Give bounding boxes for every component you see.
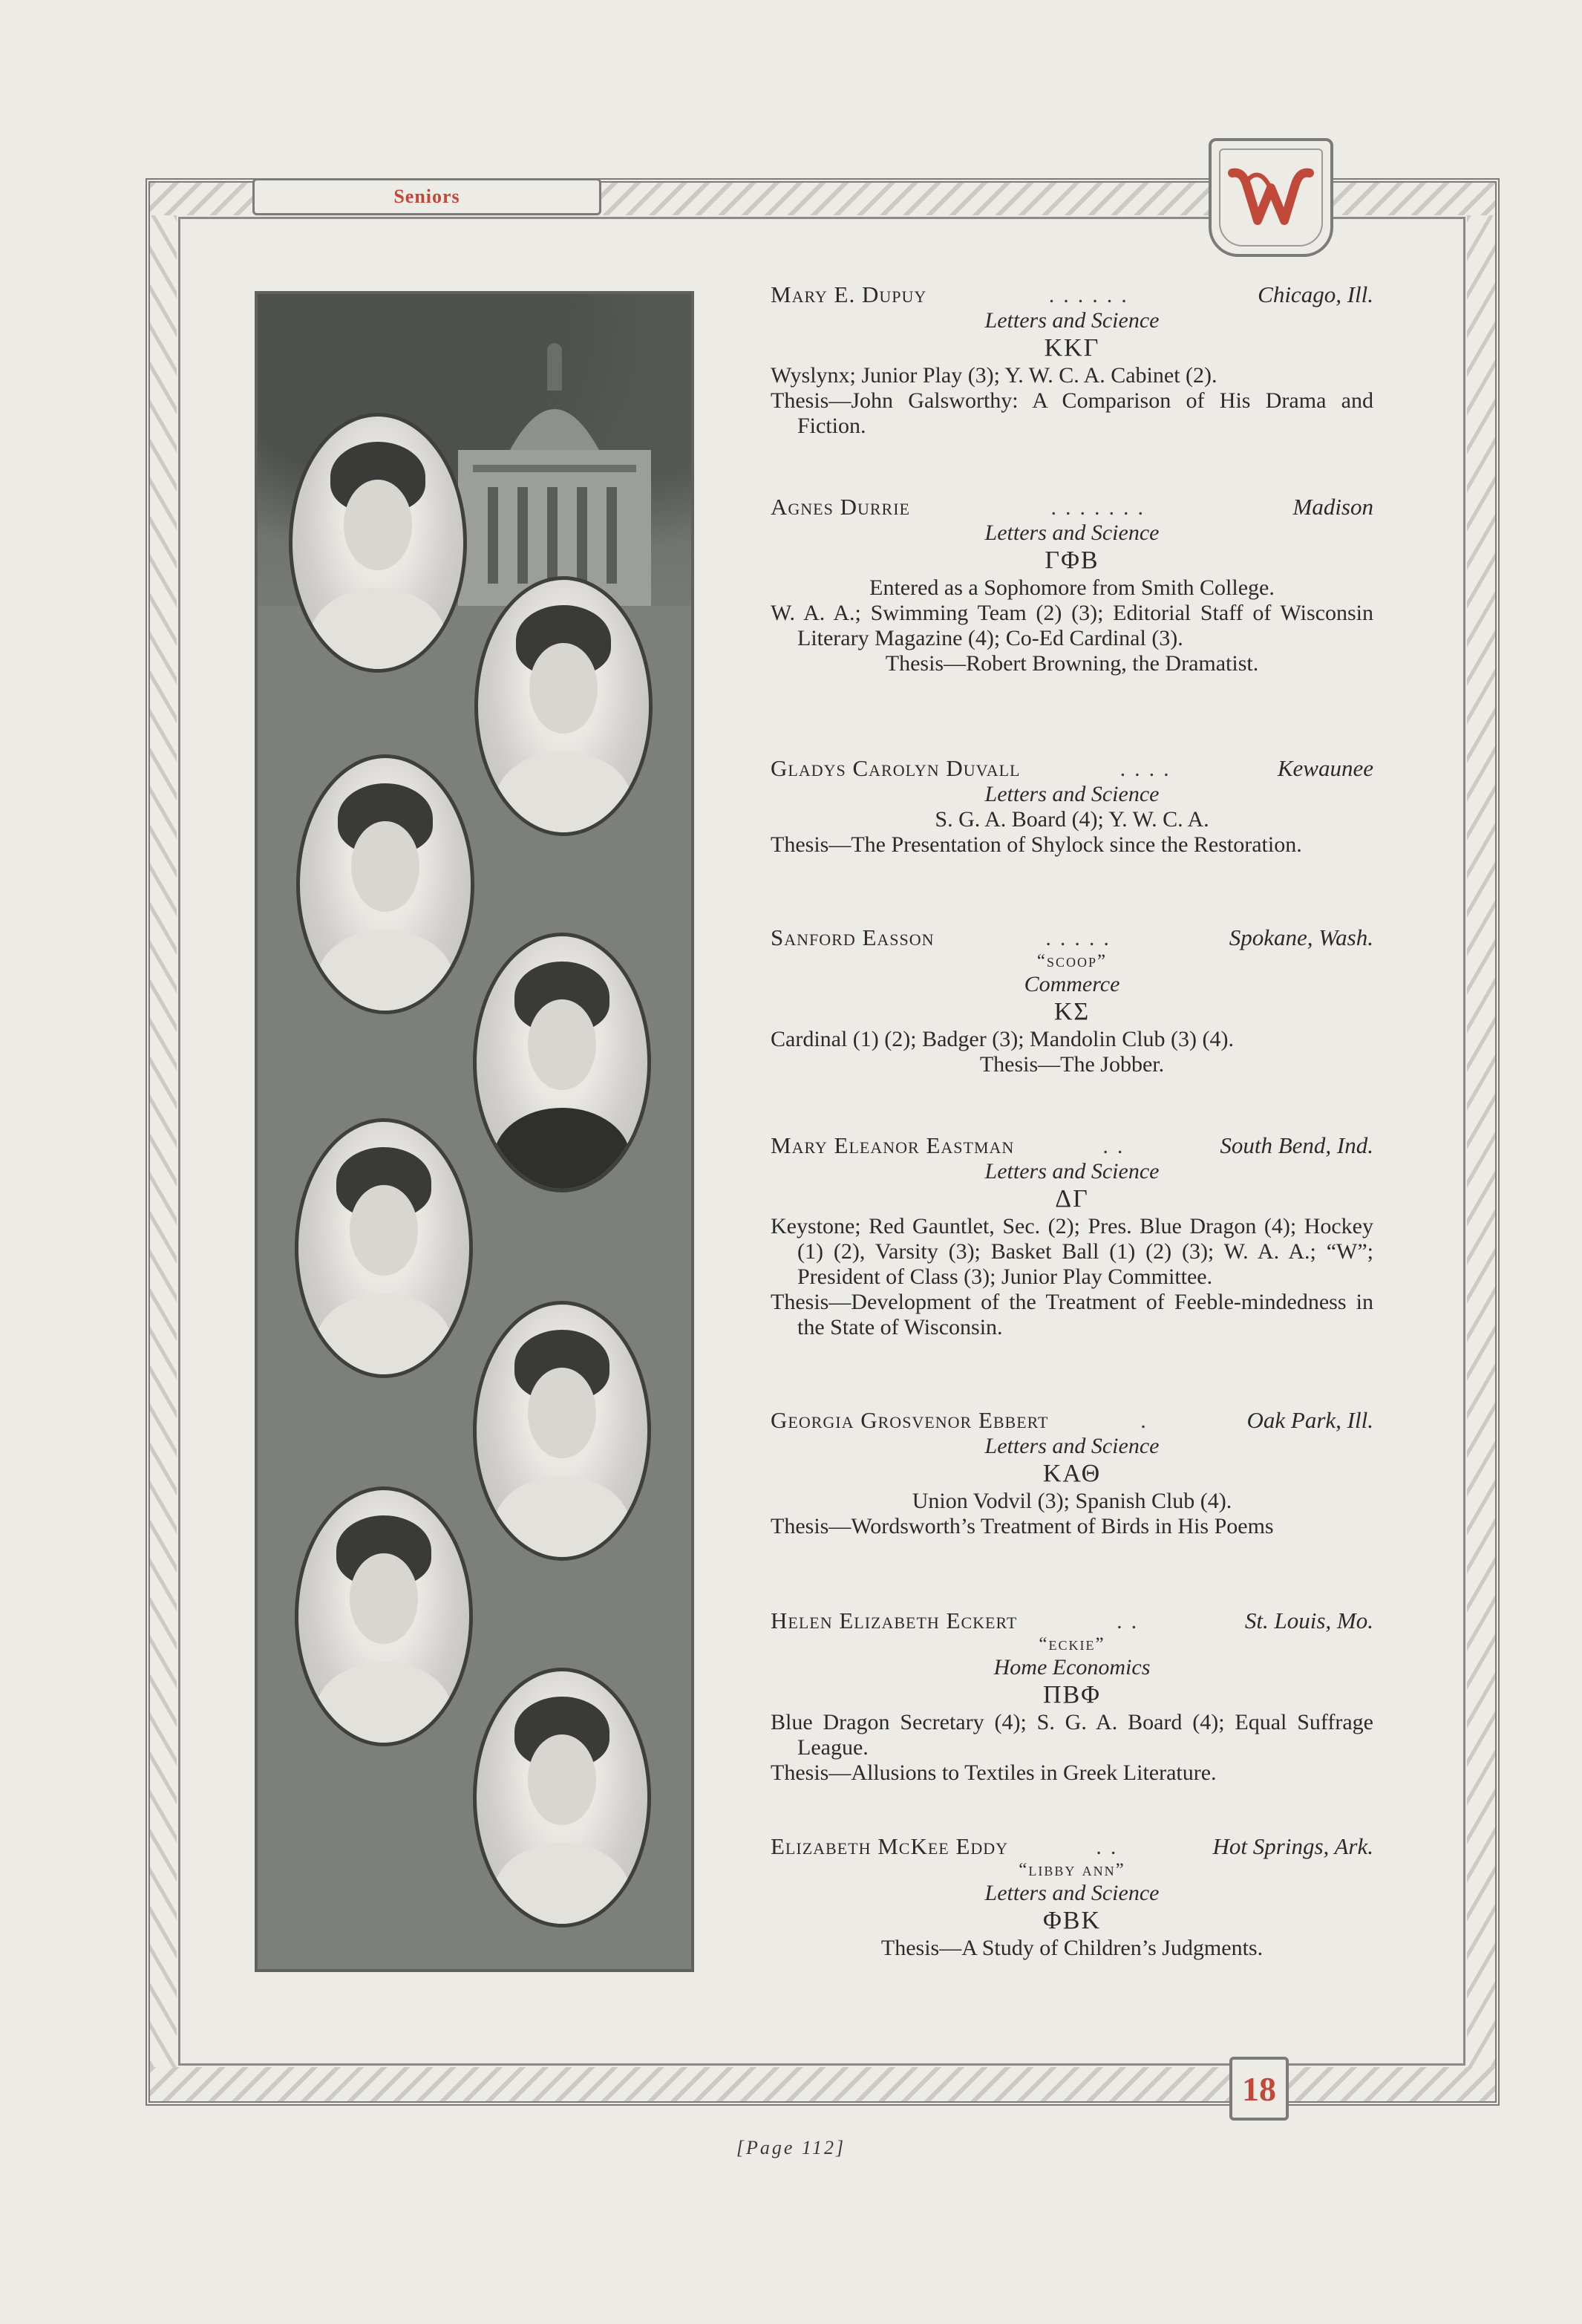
entry-activities: Blue Dragon Secretary (4); S. G. A. Board (4); Equal Suffrage League. <box>771 1710 1373 1760</box>
entry-hometown: St. Louis, Mo. <box>1244 1607 1373 1633</box>
entry-hometown: South Bend, Ind. <box>1220 1132 1373 1158</box>
entry-activities: W. A. A.; Swimming Team (2) (3); Editorial Staff of Wisconsin Literary Magazine (4); Co-Ed Cardinal (3). <box>771 601 1373 650</box>
entry-note: Entered as a Sophomore from Smith College. <box>869 575 1275 600</box>
entry-nickname: “eckie” <box>1039 1634 1105 1654</box>
w-logo-icon <box>1226 157 1315 238</box>
entry-name: Mary E. Dupuy <box>771 281 927 307</box>
entry-thesis: Thesis—Robert Browning, the Dramatist. <box>885 651 1259 676</box>
entry-name: Mary Eleanor Eastman <box>771 1132 1015 1158</box>
entry-thesis: Thesis—Allusions to Textiles in Greek Literature. <box>771 1760 1217 1785</box>
entry-activities: Keystone; Red Gauntlet, Sec. (2); Pres. Blue Dragon (4); Hockey (1) (2), Varsity (3); Basket Ball (1) (2) (3); W. A. A.; “W”; President of Class (3); Junior Play Committee. <box>771 1214 1373 1289</box>
entry-thesis: Thesis—A Study of Children’s Judgments. <box>880 1936 1264 1960</box>
entry-greek-letters: ΔΓ <box>1055 1185 1089 1212</box>
entry-thesis: Thesis—The Presentation of Shylock since the Restoration. <box>771 832 1302 857</box>
entry-course: Letters and Science <box>984 1881 1160 1905</box>
entry-hometown: Chicago, Ill. <box>1258 281 1373 307</box>
entry-thesis: Thesis—John Galsworthy: A Comparison of His Drama and Fiction. <box>771 388 1373 438</box>
photo-panel <box>255 291 694 1972</box>
entry-course: Home Economics <box>993 1655 1151 1680</box>
entry-nickname: “libby ann” <box>1019 1860 1125 1880</box>
entry-course: Letters and Science <box>984 1434 1160 1458</box>
portrait-8 <box>473 1668 651 1928</box>
entry-greek-letters: ΚΚΓ <box>1044 334 1100 362</box>
entry-greek-letters: ΦΒΚ <box>1042 1907 1102 1934</box>
portrait-3 <box>296 754 474 1014</box>
entry-greek-letters: ΚΣ <box>1053 998 1091 1025</box>
entry-hometown: Hot Springs, Ark. <box>1212 1833 1373 1859</box>
entry-course: Commerce <box>1024 972 1120 996</box>
entry-5: Mary Eleanor Eastman .. South Bend, Ind. Letters and Science ΔΓ Keystone; Red Gauntlet, Sec. (2); Pres. Blue Dragon (4); Hockey (1) (2), Varsity (3); Basket Ball (1) (2) (3); W. A. A.; “W”; President of Class (3); Junior Play Committee. Thesis—Development of the Treatment of Feeble-mindedness in the State of Wisconsin. <box>771 1132 1373 1339</box>
entry-1: Mary E. Dupuy ...... Chicago, Ill. Letters and Science ΚΚΓ Wyslynx; Junior Play (3); Y. W. C. A. Cabinet (2). Thesis—John Galsworthy: A Comparison of His Drama and Fiction. <box>771 281 1373 438</box>
entry-course: Letters and Science <box>984 782 1160 806</box>
portrait-7 <box>295 1486 473 1746</box>
entry-activities: Wyslynx; Junior Play (3); Y. W. C. A. Cabinet (2). <box>771 363 1217 388</box>
entry-thesis: Thesis—Development of the Treatment of Feeble-mindedness in the State of Wisconsin. <box>771 1290 1373 1339</box>
portrait-4 <box>473 933 651 1192</box>
entry-course: Letters and Science <box>984 520 1160 545</box>
entry-activities: Union Vodvil (3); Spanish Club (4). <box>912 1489 1232 1513</box>
entry-name: Helen Elizabeth Eckert <box>771 1607 1018 1633</box>
portrait-2 <box>474 576 653 836</box>
entry-6: Georgia Grosvenor Ebbert . Oak Park, Ill. Letters and Science ΚΑΘ Union Vodvil (3); Spanish Club (4). Thesis—Wordsworth’s Treatment of Birds in His Poems <box>771 1407 1373 1538</box>
entry-greek-letters: ΓΦΒ <box>1045 546 1099 574</box>
entry-name: Georgia Grosvenor Ebbert <box>771 1407 1049 1433</box>
entry-hometown: Spokane, Wash. <box>1229 924 1373 950</box>
entry-greek-letters: ΚΑΘ <box>1042 1460 1102 1487</box>
section-label <box>252 178 601 215</box>
entry-name: Elizabeth McKee Eddy <box>771 1833 1009 1859</box>
portrait-1 <box>289 413 467 673</box>
entry-8: Elizabeth McKee Eddy .. Hot Springs, Ark. “libby ann” Letters and Science ΦΒΚ Thesis—A Study of Children’s Judgments. <box>771 1833 1373 1960</box>
entry-name: Sanford Easson <box>771 924 935 950</box>
entry-nickname: “scoop” <box>1036 951 1108 971</box>
entry-activities: Cardinal (1) (2); Badger (3); Mandolin Club (3) (4). <box>771 1027 1235 1051</box>
entry-course: Letters and Science <box>984 1159 1160 1184</box>
page-badge-number: 18 <box>1242 2069 1276 2108</box>
entry-name: Gladys Carolyn Duvall <box>771 755 1021 781</box>
entry-name: Agnes Durrie <box>771 494 910 520</box>
w-logo-shield <box>1209 138 1333 257</box>
entry-thesis: Thesis—Wordsworth’s Treatment of Birds in His Poems <box>771 1514 1274 1538</box>
entry-greek-letters: ΠΒΦ <box>1042 1681 1102 1708</box>
portrait-5 <box>295 1118 473 1378</box>
entry-7: Helen Elizabeth Eckert .. St. Louis, Mo. “eckie” Home Economics ΠΒΦ Blue Dragon Secretary (4); S. G. A. Board (4); Equal Suffrage League. Thesis—Allusions to Textiles in Greek Literature. <box>771 1607 1373 1785</box>
entry-activities: S. G. A. Board (4); Y. W. C. A. <box>935 807 1209 832</box>
entry-thesis: Thesis—The Jobber. <box>979 1052 1165 1077</box>
capitol-building-illustration <box>443 339 666 606</box>
entry-2: Agnes Durrie ....... Madison Letters and Science ΓΦΒ Entered as a Sophomore from Smith College. W. A. A.; Swimming Team (2) (3); Editorial Staff of Wisconsin Literary Magazine (4); Co-Ed Cardinal (3). Thesis—Robert Browning, the Dramatist. <box>771 494 1373 676</box>
page-number-footer: [Page 112] <box>736 2137 846 2158</box>
section-title: Seniors <box>393 186 460 207</box>
portrait-6 <box>473 1301 651 1561</box>
entry-hometown: Oak Park, Ill. <box>1246 1407 1373 1433</box>
entry-3: Gladys Carolyn Duvall .... Kewaunee Letters and Science S. G. A. Board (4); Y. W. C. A. Thesis—The Presentation of Shylock since the Restoration. <box>771 755 1373 857</box>
page-badge <box>1229 2057 1289 2121</box>
entry-4: Sanford Easson ..... Spokane, Wash. “scoop” Commerce ΚΣ Cardinal (1) (2); Badger (3); Mandolin Club (3) (4). Thesis—The Jobber. <box>771 924 1373 1077</box>
entry-course: Letters and Science <box>984 308 1160 333</box>
entry-hometown: Madison <box>1292 494 1373 520</box>
entry-hometown: Kewaunee <box>1277 755 1373 781</box>
